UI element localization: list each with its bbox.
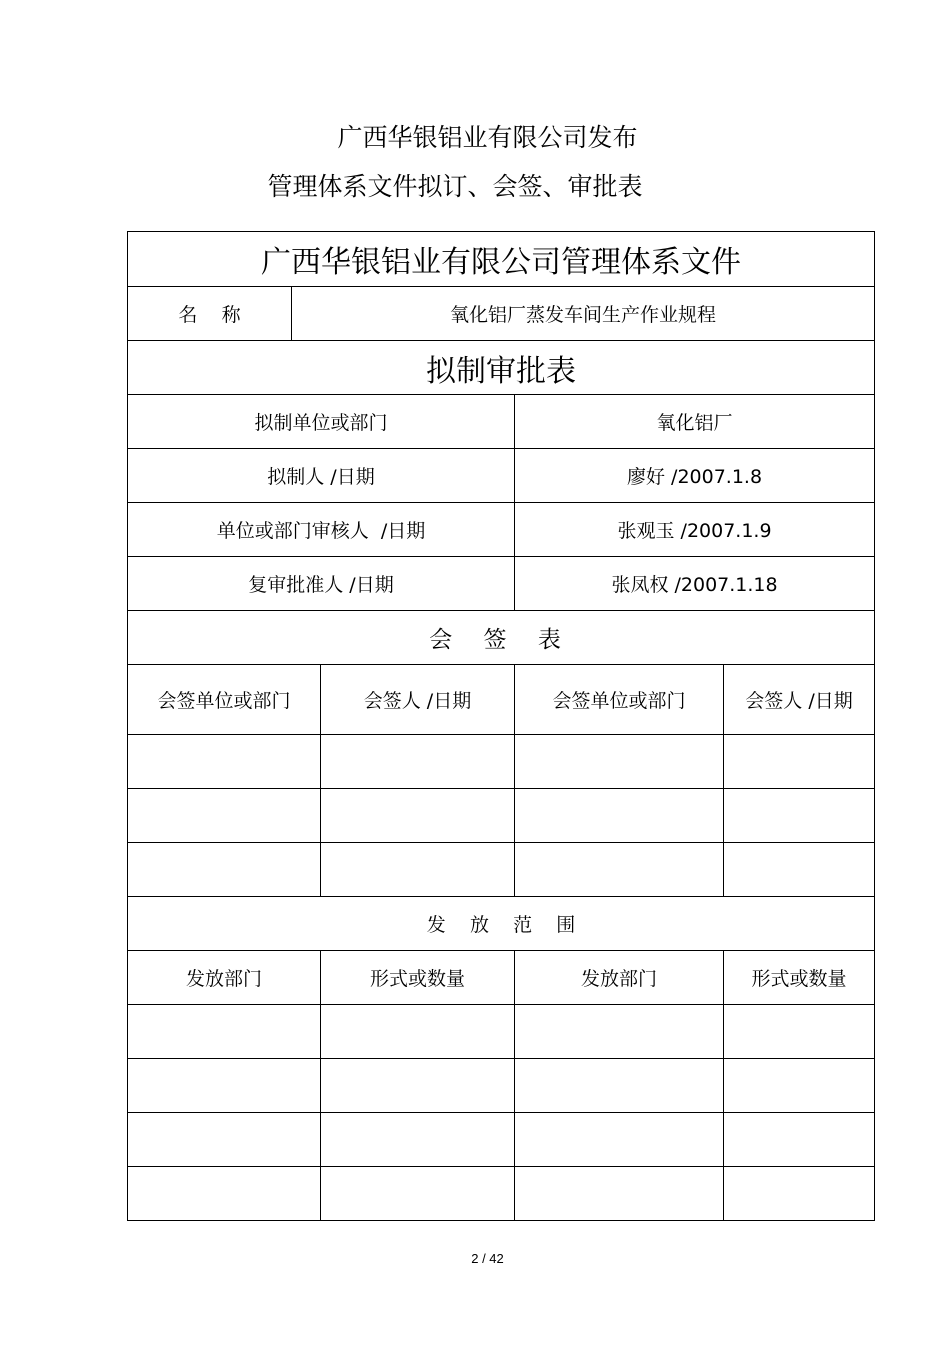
countersign-cell[interactable] [128, 789, 321, 843]
page-number: 2 / 42 [471, 1251, 504, 1266]
approval-value: 张凤权 /2007.1.18 [515, 557, 875, 611]
document-title: 广西华银铝业有限公司管理体系文件 [128, 232, 875, 287]
distribution-header: 发放部门 [515, 951, 724, 1005]
countersign-cell[interactable] [321, 843, 515, 897]
page-title-line1: 广西华银铝业有限公司发布 [337, 123, 638, 152]
approval-value: 廖好 /2007.1.8 [515, 449, 875, 503]
approval-label: 拟制单位或部门 [128, 395, 515, 449]
distribution-cell[interactable] [724, 1005, 875, 1059]
countersign-cell[interactable] [515, 789, 724, 843]
countersign-header: 会签人 /日期 [724, 665, 875, 735]
approval-value: 张观玉 /2007.1.9 [515, 503, 875, 557]
distribution-section-title: 发 放 范 围 [128, 897, 875, 951]
countersign-cell[interactable] [724, 789, 875, 843]
distribution-cell[interactable] [515, 1167, 724, 1221]
approval-section-title: 拟制审批表 [128, 341, 875, 395]
countersign-header: 会签单位或部门 [128, 665, 321, 735]
countersign-cell[interactable] [128, 843, 321, 897]
distribution-cell[interactable] [724, 1059, 875, 1113]
distribution-header: 形式或数量 [321, 951, 515, 1005]
distribution-cell[interactable] [515, 1005, 724, 1059]
distribution-cell[interactable] [128, 1113, 321, 1167]
distribution-header: 形式或数量 [724, 951, 875, 1005]
name-value: 氧化铝厂蒸发车间生产作业规程 [292, 287, 875, 341]
distribution-cell[interactable] [128, 1167, 321, 1221]
page-title-line2: 管理体系文件拟订、会签、审批表 [267, 172, 643, 201]
approval-label: 单位或部门审核人 /日期 [128, 503, 515, 557]
countersign-cell[interactable] [724, 843, 875, 897]
distribution-cell[interactable] [724, 1167, 875, 1221]
approval-form-table [127, 231, 875, 1221]
distribution-cell[interactable] [321, 1005, 515, 1059]
approval-label: 拟制人 /日期 [128, 449, 515, 503]
countersign-header: 会签单位或部门 [515, 665, 724, 735]
countersign-cell[interactable] [321, 735, 515, 789]
name-label: 名 称 [128, 287, 292, 341]
countersign-section-title: 会 签 表 [128, 611, 875, 665]
countersign-header: 会签人 /日期 [321, 665, 515, 735]
distribution-cell[interactable] [321, 1059, 515, 1113]
distribution-header: 发放部门 [128, 951, 321, 1005]
countersign-cell[interactable] [321, 789, 515, 843]
approval-value: 氧化铝厂 [515, 395, 875, 449]
countersign-cell[interactable] [515, 843, 724, 897]
distribution-cell[interactable] [515, 1059, 724, 1113]
distribution-cell[interactable] [128, 1059, 321, 1113]
countersign-cell[interactable] [515, 735, 724, 789]
distribution-cell[interactable] [515, 1113, 724, 1167]
distribution-cell[interactable] [321, 1113, 515, 1167]
countersign-cell[interactable] [128, 735, 321, 789]
distribution-cell[interactable] [724, 1113, 875, 1167]
approval-label: 复审批准人 /日期 [128, 557, 515, 611]
distribution-cell[interactable] [128, 1005, 321, 1059]
countersign-cell[interactable] [724, 735, 875, 789]
distribution-cell[interactable] [321, 1167, 515, 1221]
